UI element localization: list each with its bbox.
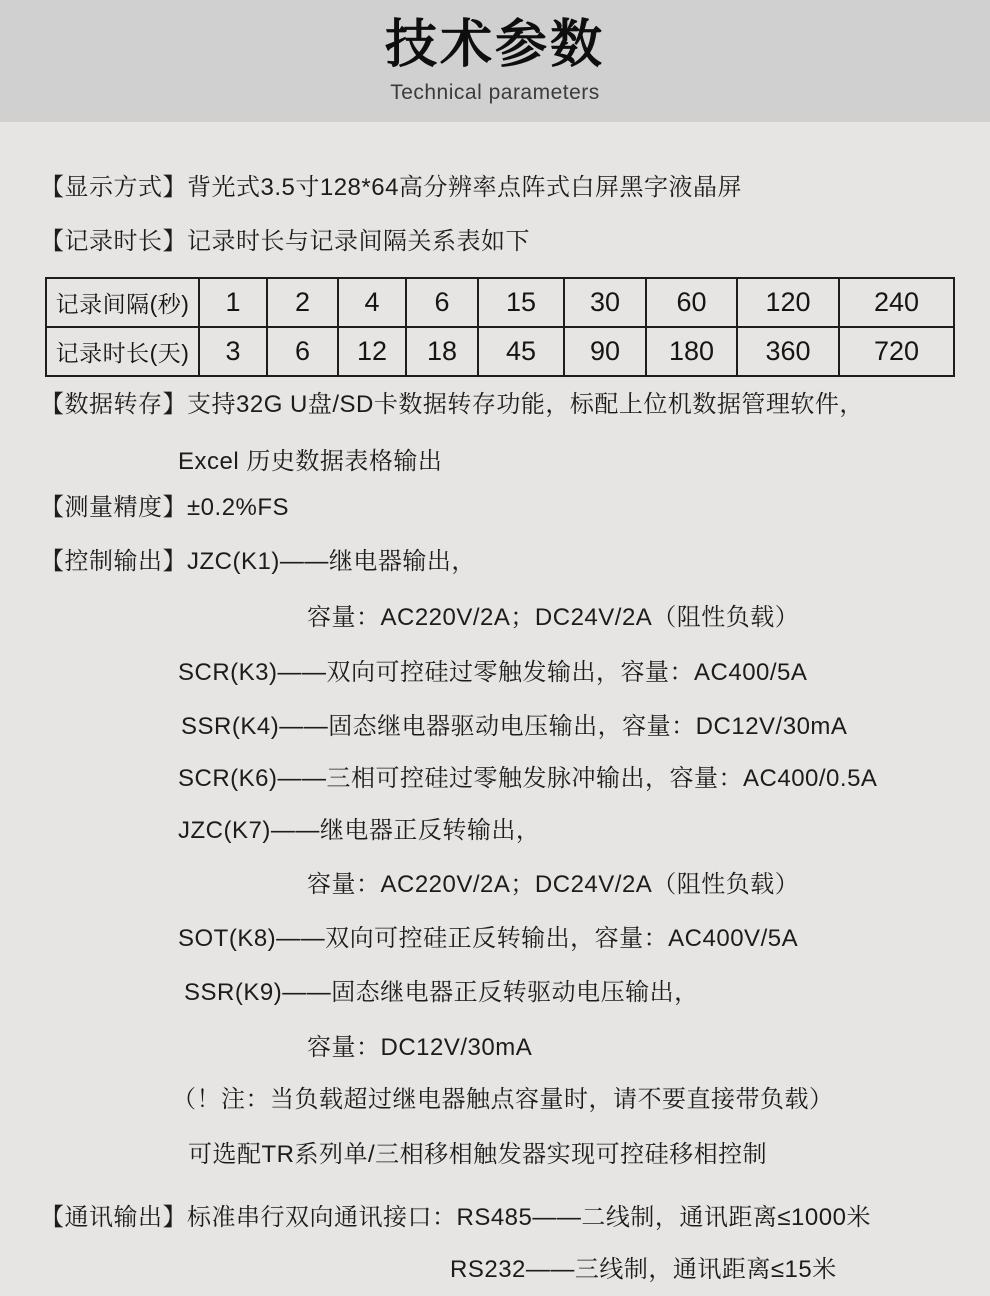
table-cell: 180 [646,327,737,376]
table-cell: 360 [737,327,839,376]
spec-line-k8 [178,922,798,956]
table-cell: 60 [646,278,737,327]
table-cell: 3 [199,327,267,376]
table-cell: 6 [267,327,338,376]
spec-line-k6 [178,762,877,796]
spec-text: 支持32G U盘/SD卡数据转存功能，标配上位机数据管理软件， [187,391,864,418]
table-cell: 2 [267,278,338,327]
spec-text: SCR(K6)——三相可控硅过零触发脉冲输出，容量：AC400/0.5A [178,765,878,792]
table-row-duration [46,327,954,376]
spec-text: Excel 历史数据表格输出 [178,448,443,475]
page-subtitle: Technical parameters [390,81,600,104]
table-cell: 15 [478,278,564,327]
spec-line-data-transfer [40,388,864,422]
record-interval-table [45,277,955,377]
spec-text: RS232——三线制，通讯距离≤15米 [450,1256,837,1283]
spec-text: JZC(K7)——继电器正反转输出， [178,817,541,844]
spec-line-rs232 [450,1253,837,1287]
spec-line-k1-capacity [307,601,799,635]
spec-text: 容量：DC12V/30mA [307,1034,533,1061]
spec-line-k4 [181,710,847,744]
spec-text: SOT(K8)——双向可控硅正反转输出，容量：AC400V/5A [178,925,799,952]
table-cell: 120 [737,278,839,327]
table-cell: 18 [406,327,478,376]
spec-text: 记录时长与记录间隔关系表如下 [187,228,530,255]
table-cell: 12 [338,327,406,376]
spec-line-tr-option [188,1138,767,1172]
table-row-header: 记录间隔(秒) [46,278,199,327]
table-cell: 6 [406,278,478,327]
spec-text: 容量：AC220V/2A；DC24V/2A（阻性负载） [307,871,800,898]
spec-line-k9-capacity [307,1031,532,1065]
spec-text: 可选配TR系列单/三相移相触发器实现可控硅移相控制 [188,1141,768,1168]
spec-text: 标准串行双向通讯接口：RS485——二线制，通讯距离≤1000米 [187,1204,871,1231]
spec-text: SSR(K9)——固态继电器正反转驱动电压输出， [184,979,699,1006]
spec-label: 【记录时长】 [40,228,187,255]
table-cell: 1 [199,278,267,327]
table-cell: 720 [839,327,954,376]
table-cell: 240 [839,278,954,327]
spec-line-k7 [178,814,540,848]
spec-label: 【数据转存】 [40,391,187,418]
spec-line-k3 [178,656,807,690]
spec-line-excel-output [178,445,442,479]
page-title: 技术参数 [384,16,605,74]
spec-text: SSR(K4)——固态继电器驱动电压输出，容量：DC12V/30mA [181,713,848,740]
spec-line-accuracy [40,491,289,525]
spec-line-comm-output [40,1201,871,1235]
table-cell: 90 [564,327,646,376]
spec-label: 【通讯输出】 [40,1204,187,1231]
spec-text: JZC(K1)——继电器输出， [187,548,476,575]
table-row-header: 记录时长(天) [46,327,199,376]
spec-label: 【测量精度】 [40,494,187,521]
spec-text: ±0.2%FS [187,494,290,521]
table-cell: 45 [478,327,564,376]
spec-text: SCR(K3)——双向可控硅过零触发输出，容量：AC400/5A [178,659,808,686]
table-cell: 4 [338,278,406,327]
spec-line-k9 [184,976,699,1010]
spec-text: 背光式3.5寸128*64高分辨率点阵式白屏黑字液晶屏 [187,174,742,201]
spec-text: 容量：AC220V/2A；DC24V/2A（阻性负载） [307,604,800,631]
spec-line-display-mode [40,171,742,205]
spec-line-record-duration [40,225,530,259]
spec-line-k7-capacity [307,868,799,902]
spec-line-load-note [172,1083,834,1117]
table-cell: 30 [564,278,646,327]
spec-label: 【显示方式】 [40,174,187,201]
table-row-interval [46,278,954,327]
spec-text: （！注：当负载超过继电器触点容量时，请不要直接带负载） [172,1086,834,1113]
spec-label: 【控制输出】 [40,548,187,575]
spec-line-control-output-k1 [40,545,476,579]
